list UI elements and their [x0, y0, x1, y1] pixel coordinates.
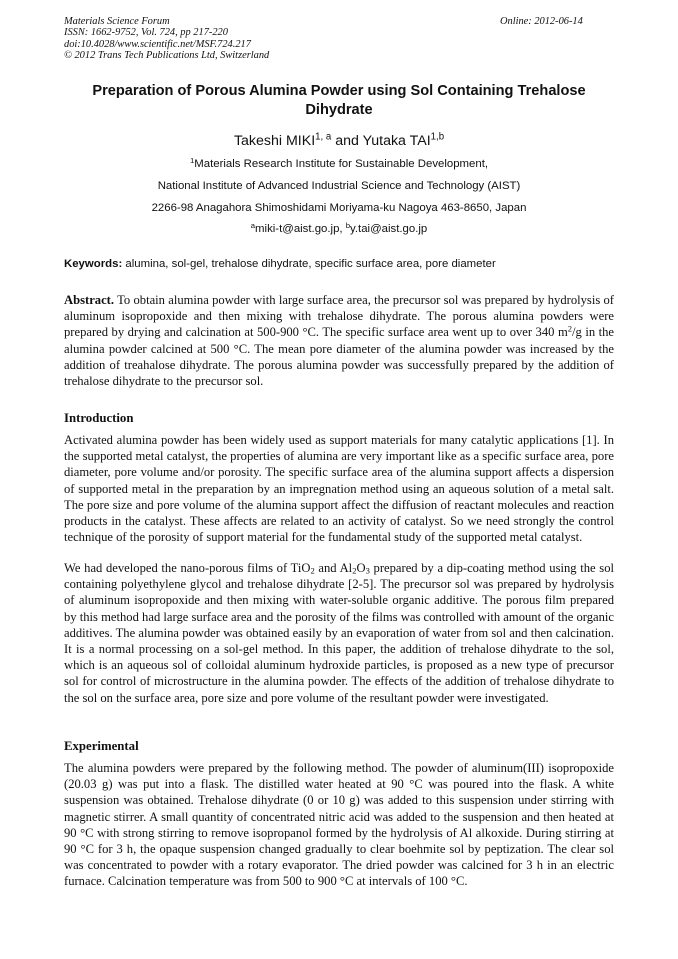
- author-name: Yutaka TAI: [362, 133, 431, 149]
- author-list: [64, 132, 614, 150]
- journal-issn: ISSN: 1662-9752, Vol. 724, pp 217-220: [64, 27, 228, 39]
- experimental-paragraph: The alumina powders were prepared by the following method. The powder of aluminum(III) isopropoxide (20.03 g) was put into a flask. The distilled water heated at 90 °C was poured into the flask. A white suspension was obtained. Trehalose dihydrate (0 or 10 g) was added to this suspension under stirring with magnetic stirrer. A small quantity of concentrated nitric acid was added to the suspension and then heated at 90 °C with strong stirring to remove isopropanol formed by the hydrolysis of Al alkoxide. During stirring at 90 °C for 3 h, the opaque suspension changed gradually to clear boehmite sol by peptization. The clear sol was concentrated to powder with a rotary evaporator. The dried powder was calcined for 3 h in an electric furnace. Calcination temperature was from 500 to 900 °C at intervals of 100 °C.: [64, 761, 614, 889]
- keywords-label: Keywords:: [64, 258, 123, 270]
- affiliation-superscript: 1: [189, 155, 195, 165]
- introduction-paragraph: Activated alumina powder has been widely used as support materials for many catalytic applications [1]. In the supported metal catalyst, the properties of alumina are very important like as a specific surface area, pore diameter, pore volume and/or porosity. The specific surface area of the alumina support affects a dispersion of supported metal in the preparation by an impregnation method using an aqueous solution of a metal salt. The pore size and pore volume of the alumina support affect the diffusion of reactant molecules and reaction products in the catalyst. These affects are related to an activity of catalyst. So we need strongly the control technique of the porosity of support material for the fundamental study of the supported metal catalyst.: [64, 433, 614, 545]
- subscript: 2: [310, 565, 315, 576]
- abstract-text: To obtain alumina powder with large surface area, the precursor sol was prepared by hydrolysis of aluminum isopropoxide and then mixing with trehalose dihydrate. The porous alumina powders were prepared by drying and calcination at 500-900 °C. The specific surface area went up to over 340 m: [64, 293, 614, 340]
- journal-header: [64, 16, 269, 61]
- paper-title: [64, 82, 614, 119]
- introduction-paragraph: [64, 560, 614, 706]
- affiliation-line: National Institute of Advanced Industrial Science and Technology (AIST): [157, 180, 521, 192]
- author-name: Takeshi MIKI: [233, 133, 316, 149]
- keywords-text: alumina, sol-gel, trehalose dihydrate, specific surface area, pore diameter: [122, 258, 496, 270]
- email-superscript: a: [250, 220, 256, 230]
- paragraph-text: prepared by a dip-coating method using the sol containing polyethylene glycol and trehalose dihydrate [2-5]. The precursor sol was prepared by hydrolysis of aluminum isopropoxide and then mixing with water-soluble organic additive. The porous film prepared by this method had large surface area and the porosity of the films was controlled with amount of the organic additives. The alumina powder was obtained easily by an evaporation of water from sol and then calcination. It is a normal processing on a sol-gel method. In this paper, the addition of trehalose dihydrate to the sol, which is an aqueous sol of colloidal aluminum hydroxide particles, is proposed as a new type of precursor sol for control of microstructure in the alumina powder. The effects of the addition of trehalose dihydrate to the sol on the surface area, pore size and pore volume of the resultant powder were investigated.: [64, 561, 614, 705]
- paragraph-text: and Al: [314, 561, 353, 575]
- journal-name: Materials Science Forum: [64, 16, 170, 27]
- affiliation-line: 2266-98 Anagahora Shimoshidami Moriyama-ku Nagoya 463-8650, Japan: [151, 202, 527, 214]
- email-address[interactable]: y.tai@aist.go.jp: [350, 223, 428, 235]
- paragraph-text: O: [356, 561, 366, 575]
- subscript: 2: [352, 565, 357, 576]
- author-superscript: 1,b: [430, 131, 445, 143]
- keywords: [64, 257, 624, 271]
- author-conjunction: and: [331, 133, 363, 149]
- online-date: Online: 2012-06-14: [500, 16, 583, 27]
- abstract-label: Abstract.: [64, 293, 115, 307]
- email-superscript: b: [345, 220, 351, 230]
- author-emails: [64, 222, 614, 236]
- subscript: 3: [365, 565, 370, 576]
- journal-doi[interactable]: doi:10.4028/www.scientific.net/MSF.724.217: [64, 38, 251, 50]
- section-heading-introduction: Introduction: [64, 411, 134, 425]
- journal-copyright: © 2012 Trans Tech Publications Ltd, Switzerland: [64, 49, 270, 61]
- abstract: [64, 292, 614, 389]
- affiliation-line: [64, 157, 614, 171]
- title-line-1: Preparation of Porous Alumina Powder using Sol Containing Trehalose: [92, 83, 586, 99]
- abstract-superscript: 2: [567, 323, 573, 334]
- title-line-2: Dihydrate: [305, 101, 373, 118]
- abstract-text: /g in the alumina powder calcined at 500 °C. The mean pore diameter of the alumina powder was increased by the addition of treahalose dihydrate. The porous alumina powder was successfully prepared by the addition of trehalose dihydrate to the precursor sol.: [64, 325, 614, 389]
- affiliation-institute: Materials Research Institute for Sustainable Development,: [194, 158, 489, 170]
- paragraph-text: We had developed the nano-porous films of TiO: [64, 561, 311, 575]
- section-heading-experimental: Experimental: [64, 739, 139, 753]
- email-address[interactable]: miki-t@aist.go.jp,: [255, 223, 346, 235]
- author-superscript: 1, a: [315, 131, 332, 143]
